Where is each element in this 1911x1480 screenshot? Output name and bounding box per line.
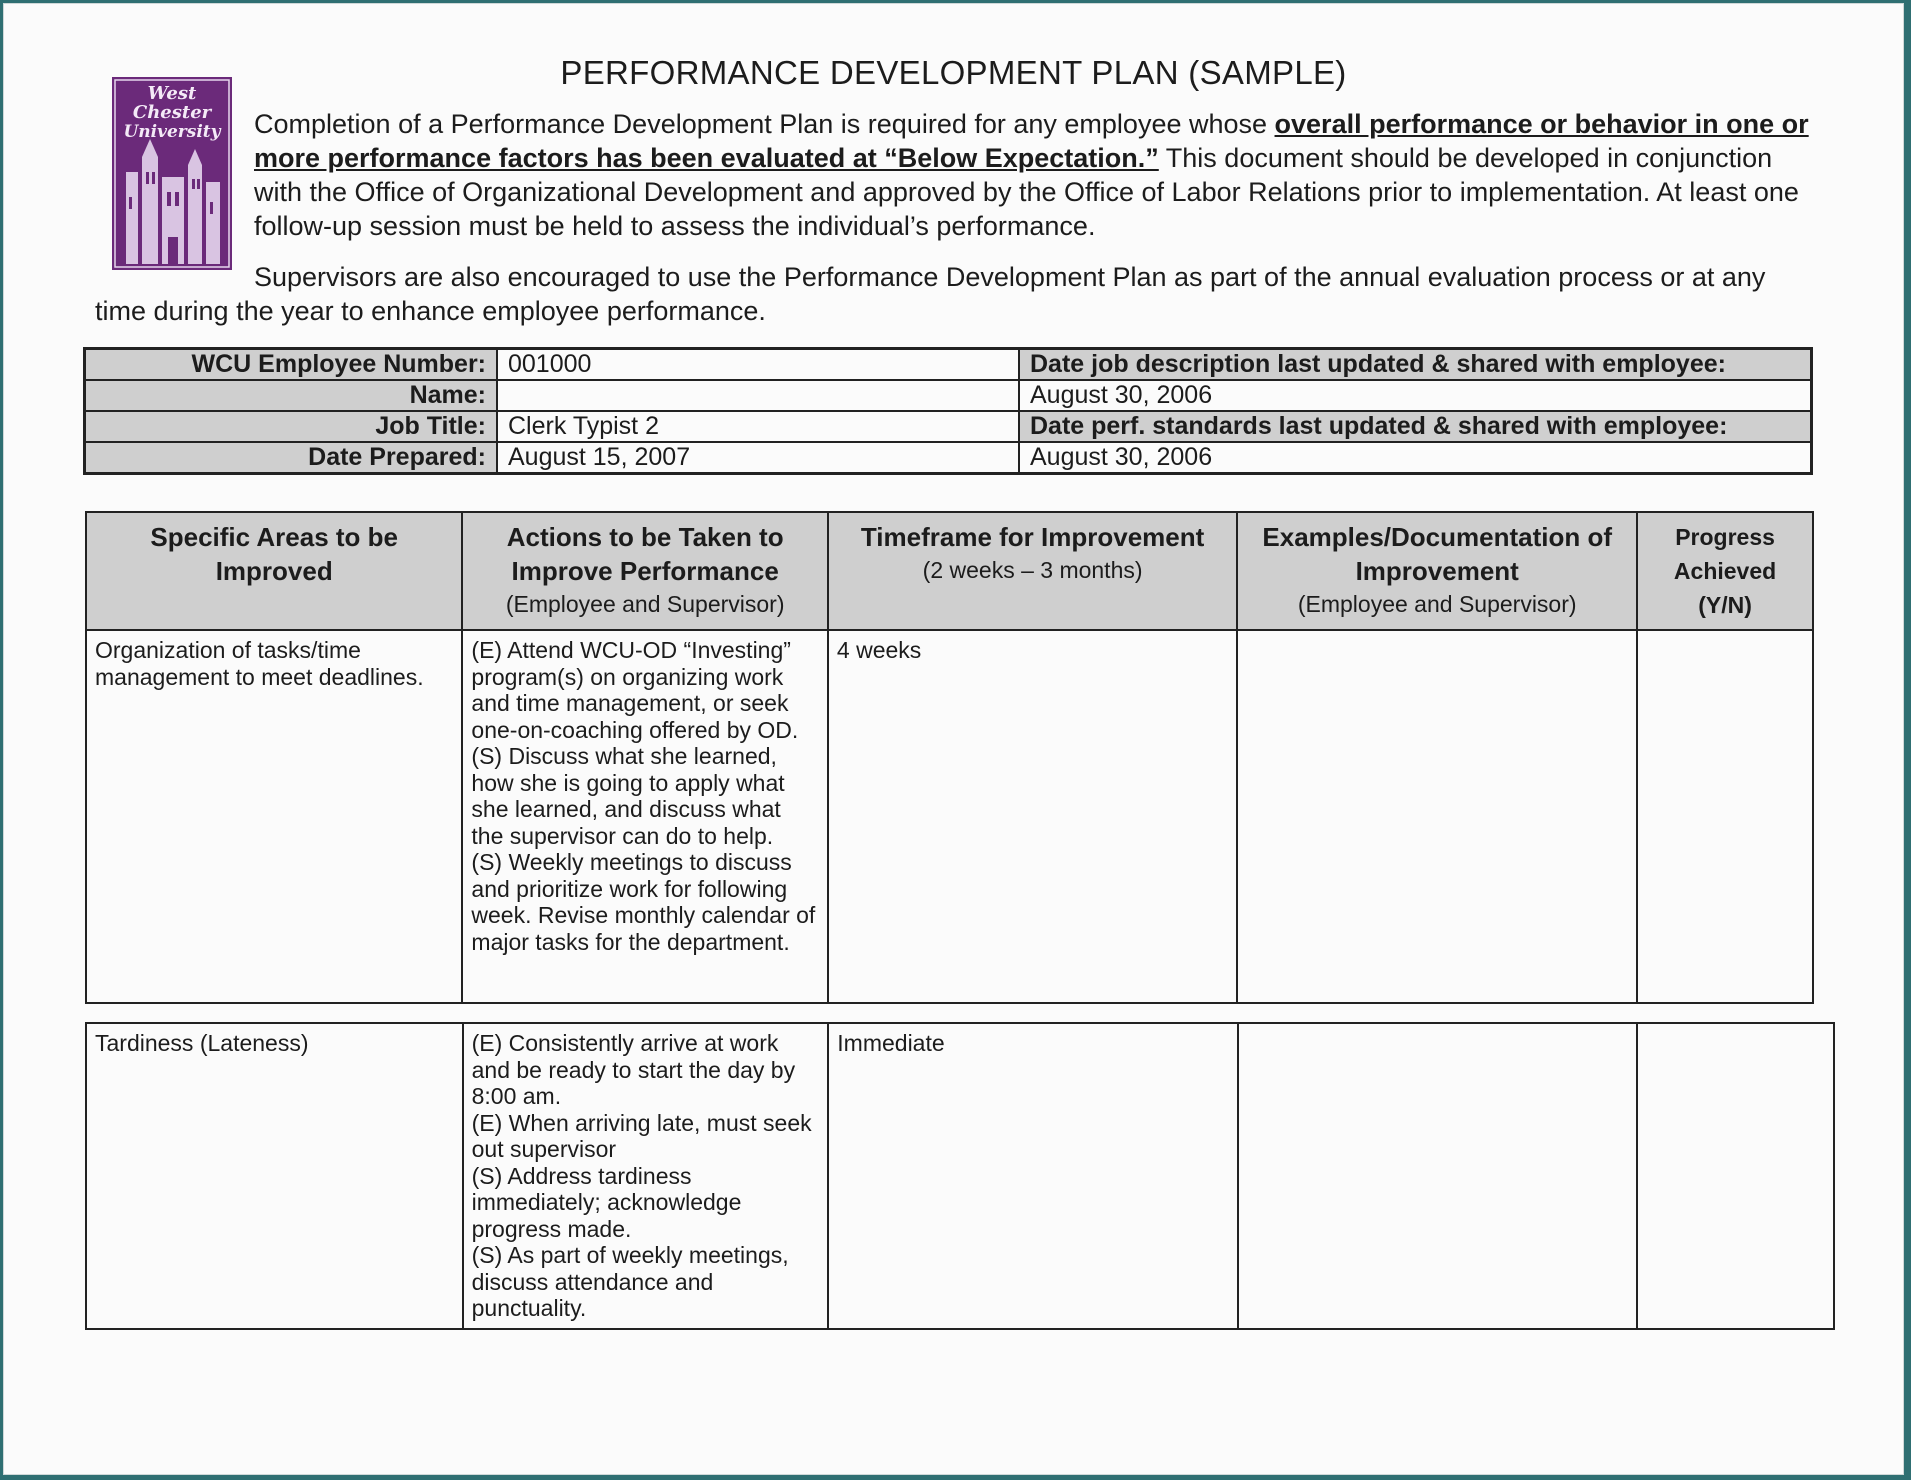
supervisor-paragraph [95, 260, 1815, 328]
date-prepared-field[interactable]: August 15, 2007 [497, 442, 1019, 474]
header-timeframe: Timeframe for Improvement (2 weeks – 3 months) [828, 512, 1237, 630]
plan-header-row [86, 512, 1813, 630]
improvement-plan-table-continued [85, 1022, 1835, 1330]
header-examples: Examples/Documentation of Improvement (Employee and Supervisor) [1237, 512, 1637, 630]
action-item: (S) Weekly meetings to discuss and prioritize work for following week. Revise monthly calendar of major tasks for the department. [471, 849, 816, 955]
job-title-field[interactable]: Clerk Typist 2 [497, 411, 1019, 442]
progress-cell[interactable] [1637, 1023, 1834, 1329]
info-row [85, 411, 1812, 442]
timeframe-cell[interactable]: 4 weeks [828, 630, 1237, 1003]
table-row [86, 630, 1813, 1003]
supervisor-text: Supervisors are also encouraged to use the Performance Development Plan as part of the annual evaluation process or at any time during the year to enhance employee performance. [95, 262, 1766, 326]
timeframe-cell[interactable]: Immediate [828, 1023, 1238, 1329]
improvement-plan-table [85, 511, 1814, 1004]
header-progress: Progress Achieved (Y/N) [1637, 512, 1813, 630]
university-logo [112, 77, 232, 270]
examples-cell[interactable] [1238, 1023, 1637, 1329]
header-timeframe-sub: (2 weeks – 3 months) [922, 557, 1143, 583]
header-examples-sub: (Employee and Supervisor) [1297, 591, 1577, 617]
action-item: (S) Address tardiness immediately; acknowledge progress made. [471, 1162, 742, 1242]
svg-text:Chester: Chester [132, 102, 212, 123]
document-page [3, 3, 1904, 1475]
action-item: (E) When arriving late, must seek out supervisor [471, 1109, 812, 1162]
job-desc-date-field[interactable]: August 30, 2006 [1019, 380, 1812, 411]
document-title: PERFORMANCE DEVELOPMENT PLAN (SAMPLE) [560, 54, 1347, 91]
area-cell[interactable]: Organization of tasks/time management to meet deadlines. [86, 630, 462, 1003]
perf-std-date-field[interactable]: August 30, 2006 [1019, 442, 1812, 474]
header-actions-sub: (Employee and Supervisor) [505, 591, 785, 617]
job-desc-date-label: Date job description last updated & shared with employee: [1019, 349, 1812, 381]
intro-text-continued: This document should be developed in conjunction with the Office of Organizational Development and approved by the Office of Labor Relations prior to implementation. At least one follow-up session must be held to assess the individual’s performance. [254, 143, 1799, 241]
perf-std-date-label: Date perf. standards last updated & shared with employee: [1019, 411, 1812, 442]
examples-cell[interactable] [1237, 630, 1637, 1003]
area-cell[interactable]: Tardiness (Lateness) [86, 1023, 463, 1329]
header-areas: Specific Areas to be Improved [86, 512, 462, 630]
svg-text:University: University [123, 122, 221, 142]
action-item: (S) Discuss what she learned, how she is going to apply what she learned, and discuss what the supervisor can do to help. [471, 743, 785, 849]
action-item: (E) Attend WCU-OD “Investing” program(s) on organizing work and time management, or seek one-on-coaching offered by OD. [471, 637, 799, 743]
info-row [85, 380, 1812, 411]
job-title-label: Job Title: [85, 411, 498, 442]
actions-cell[interactable] [463, 1023, 829, 1329]
name-label: Name: [85, 380, 498, 411]
table-row [86, 1023, 1834, 1329]
info-row [85, 442, 1812, 474]
employee-number-label: WCU Employee Number: [85, 349, 498, 381]
name-field[interactable] [497, 380, 1019, 411]
svg-text:West: West [147, 83, 197, 104]
employee-number-field[interactable]: 001000 [497, 349, 1019, 381]
action-item: (S) As part of weekly meetings, discuss attendance and punctuality. [471, 1242, 789, 1321]
intro-text: Completion of a Performance Development Plan is required for any employee whose [254, 109, 1275, 139]
intro-paragraph [254, 107, 1814, 243]
actions-cell[interactable] [462, 630, 828, 1003]
header-actions: Actions to be Taken to Improve Performance (Employee and Supervisor) [462, 512, 828, 630]
employee-info-table [83, 347, 1813, 475]
action-item: (E) Consistently arrive at work and be ready to start the day by 8:00 am. [471, 1030, 796, 1109]
progress-cell[interactable] [1637, 630, 1813, 1003]
intro-emphasis: overall performance or behavior in one or more performance factors has been evaluated at “Below Expectation.” [254, 109, 1809, 173]
info-row [85, 349, 1812, 381]
date-prepared-label: Date Prepared: [85, 442, 498, 474]
